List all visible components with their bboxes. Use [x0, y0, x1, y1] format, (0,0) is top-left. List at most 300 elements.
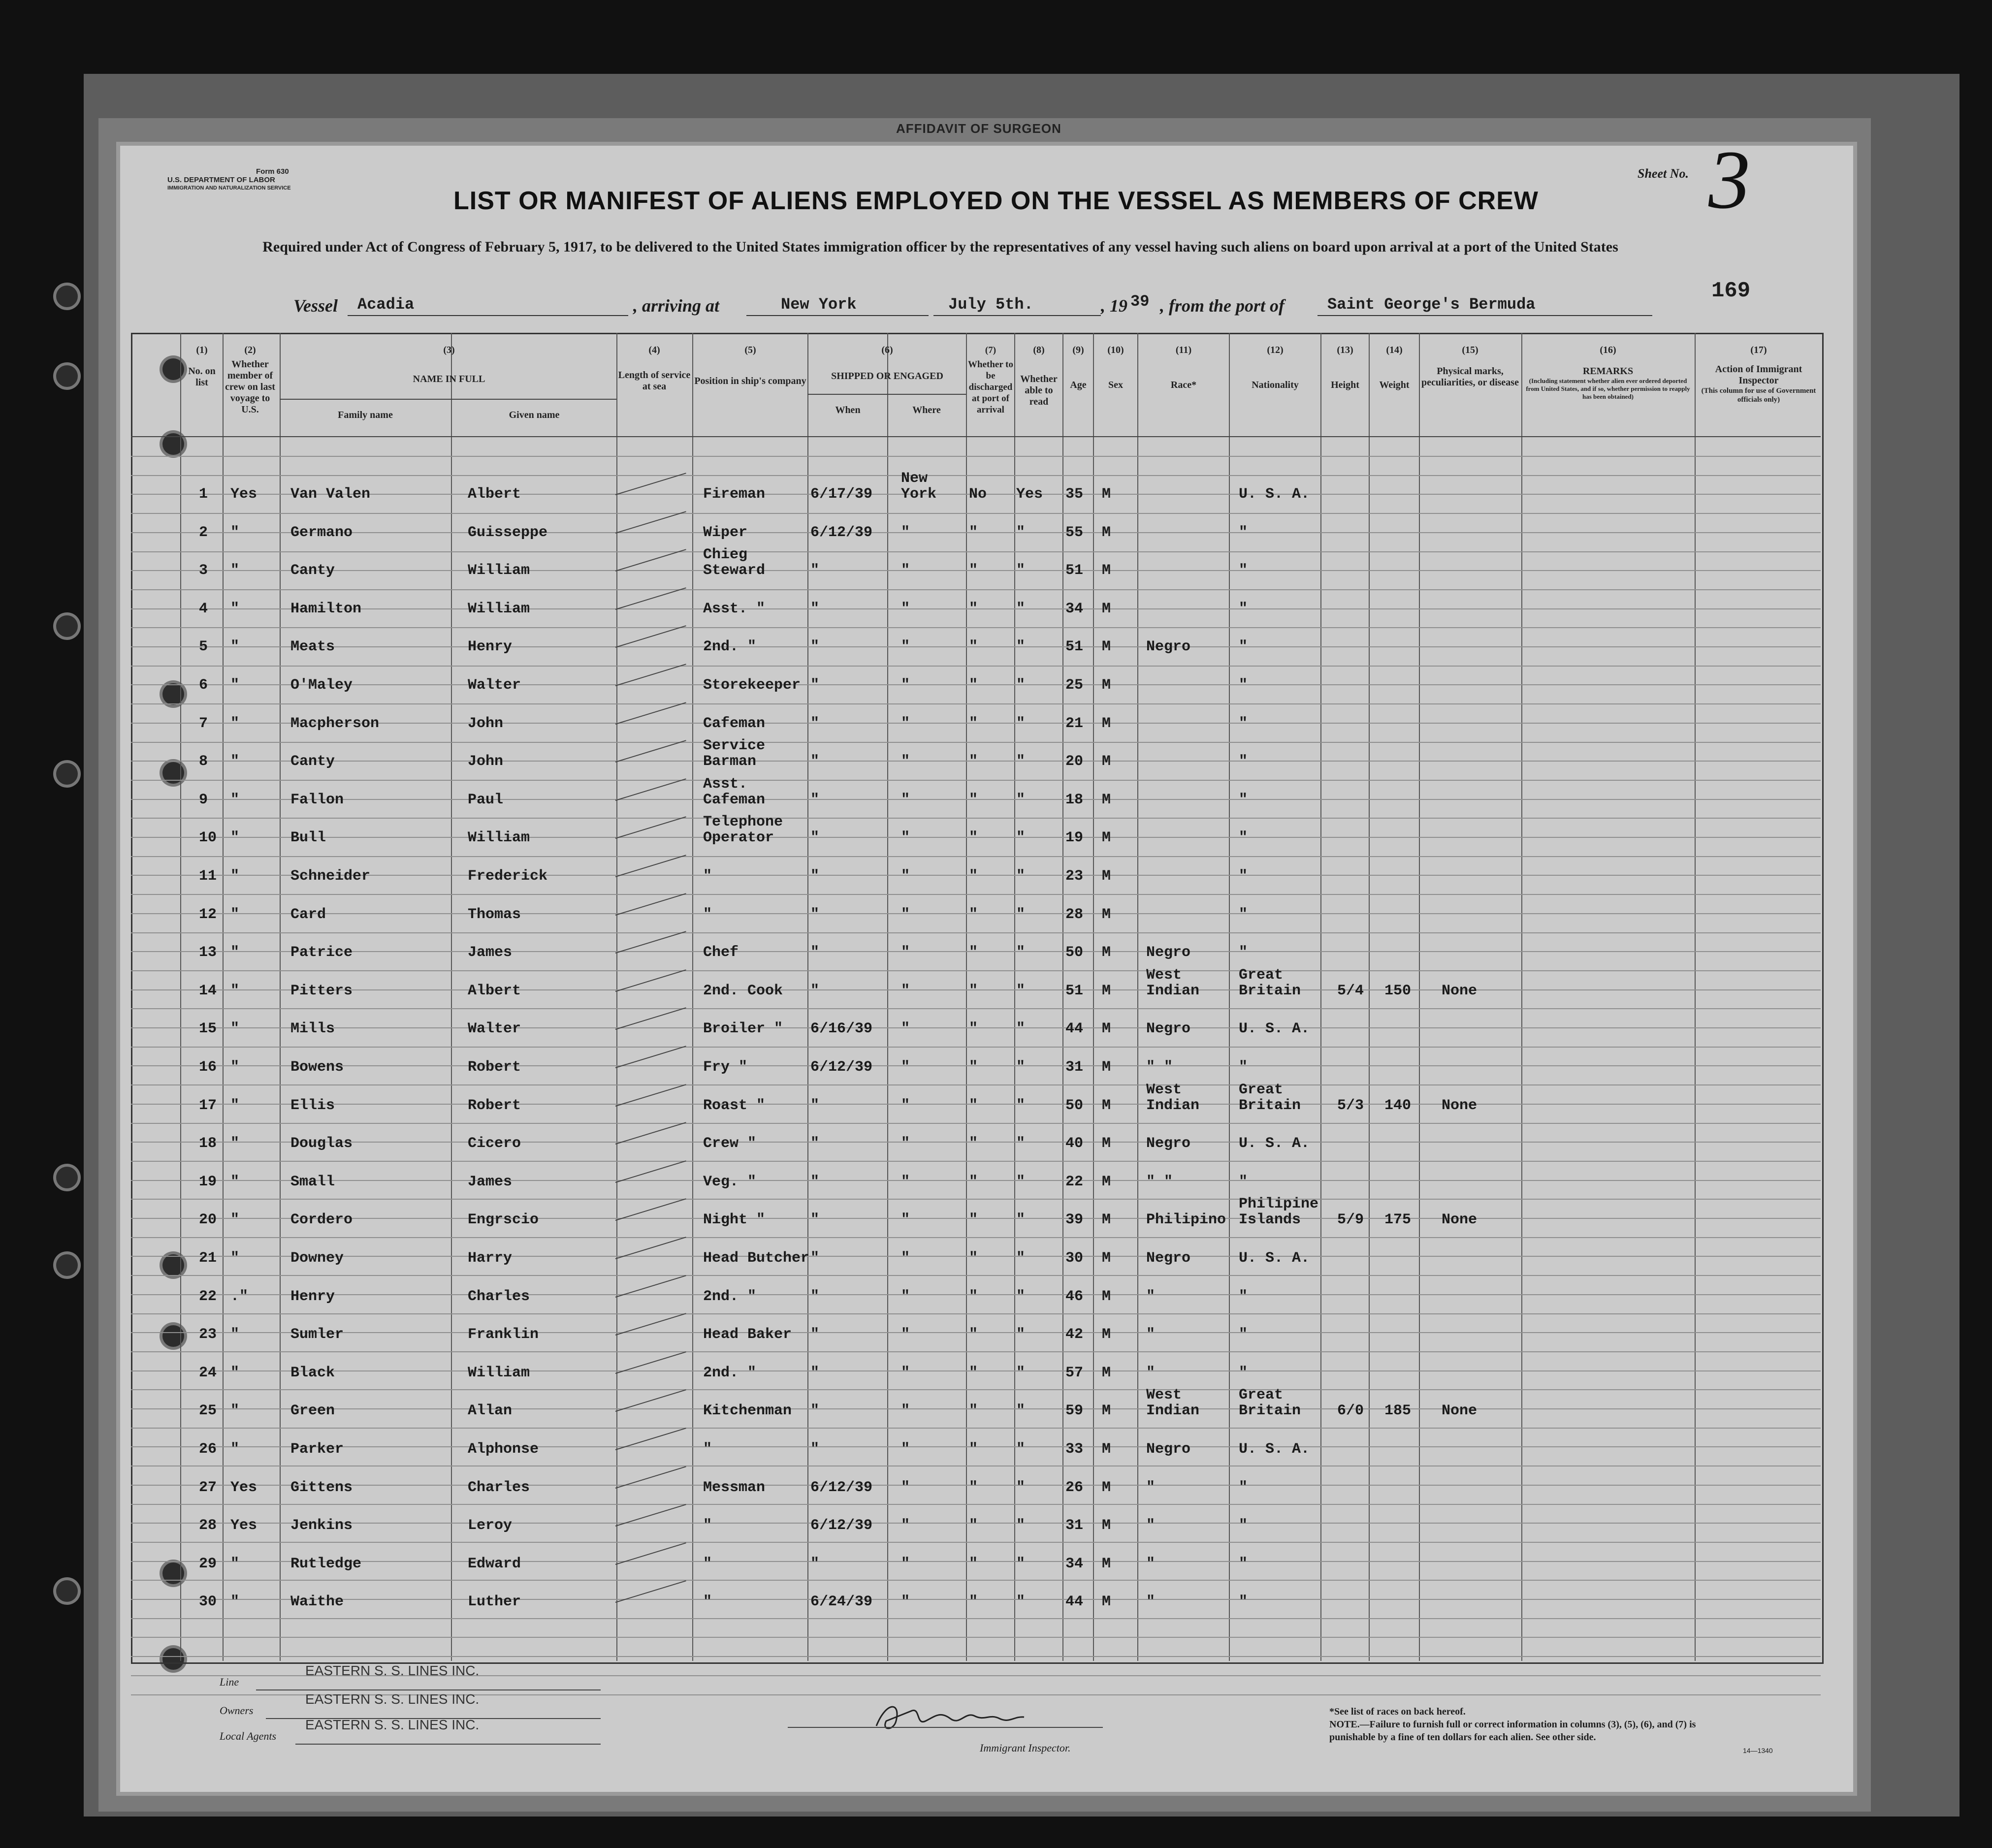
row-rule: [131, 1313, 1821, 1314]
cell-discharged: ": [969, 868, 978, 885]
cell-where: ": [901, 1441, 910, 1458]
cell-given: William: [468, 600, 530, 617]
row-rule: [131, 1199, 1821, 1200]
cell-family: Fallon: [290, 791, 344, 808]
cell-position: Broiler ": [703, 1020, 783, 1038]
cell-race: ": [1146, 1326, 1156, 1343]
cell-age: 22: [1065, 1173, 1084, 1190]
cell-discharged: ": [969, 1517, 978, 1534]
cell-read: ": [1016, 600, 1026, 617]
cell-position: Asst. ": [703, 600, 766, 617]
row-rule: [131, 970, 1821, 971]
cell-sex: M: [1102, 868, 1111, 885]
cell-where: ": [901, 638, 910, 656]
cell-no: 23: [199, 1326, 217, 1343]
cell-family: Bowens: [290, 1059, 344, 1076]
cell-age: 31: [1065, 1517, 1084, 1534]
cell-where: ": [901, 829, 910, 847]
cell-age: 34: [1065, 600, 1084, 617]
cell-nationality: ": [1239, 1479, 1248, 1496]
cell-given: Alphonse: [468, 1441, 539, 1458]
cell-sex: M: [1102, 1479, 1111, 1496]
cell-crew: ": [230, 715, 240, 732]
row-rule: [131, 780, 1821, 781]
cell-given: Engrscio: [468, 1211, 539, 1229]
header-rule: [131, 436, 1821, 437]
cell-sex: M: [1102, 982, 1111, 999]
cell-position: Roast ": [703, 1097, 766, 1114]
vessel-label: Vessel: [293, 296, 338, 316]
cell-position: Asst.: [703, 775, 748, 793]
cell-discharged: ": [969, 1135, 978, 1152]
cell-position: ": [703, 1441, 712, 1458]
cell-nationality: ": [1239, 1593, 1248, 1611]
row-rule: [131, 1637, 1821, 1638]
cell-sex: M: [1102, 753, 1111, 770]
cell-crew: ": [230, 1250, 240, 1267]
cell-age: 18: [1065, 791, 1084, 808]
cell-nationality: ": [1239, 562, 1248, 579]
row-rule: [131, 1351, 1821, 1352]
cell-family: Black: [290, 1364, 335, 1381]
cell-given: Franklin: [468, 1326, 539, 1343]
cell-nationality2: Islands: [1239, 1211, 1301, 1229]
cell-read: ": [1016, 868, 1026, 885]
cell-family: Hamilton: [290, 600, 362, 617]
cell-race: Negro: [1146, 944, 1191, 961]
cell-given: Henry: [468, 638, 513, 656]
cell-given: Thomas: [468, 906, 521, 923]
year-suffix: 39: [1130, 292, 1150, 311]
binder-hole: [56, 286, 78, 307]
cell-given: Luther: [468, 1593, 521, 1611]
cell-given: Charles: [468, 1479, 530, 1496]
cell-position: Chef: [703, 944, 739, 961]
cell-family: Mills: [290, 1020, 335, 1038]
cell-family: Van Valen: [290, 486, 371, 503]
row-rule: [131, 1237, 1821, 1238]
cell-race2: Indian: [1146, 1097, 1200, 1114]
cell-given: Edward: [468, 1555, 521, 1572]
cell-nationality2: Britain: [1239, 982, 1301, 999]
cell-sex: M: [1102, 1441, 1111, 1458]
cell-given: Albert: [468, 486, 521, 503]
cell-sex: M: [1102, 715, 1111, 732]
cell-sex: M: [1102, 1059, 1111, 1076]
cell-where: ": [901, 1517, 910, 1534]
cell-where: ": [901, 944, 910, 961]
col16-header: (16) REMARKS (Including statement whether alien ever ordered deported from United States, and if so, whether permission to reapply has been obtained): [1526, 345, 1690, 400]
cell-no: 22: [199, 1288, 217, 1305]
cell-nationality: ": [1239, 524, 1248, 541]
cell-no: 12: [199, 906, 217, 923]
cell-given: John: [468, 715, 504, 732]
cell-when: ": [810, 753, 820, 770]
cell-age: 28: [1065, 906, 1084, 923]
cell-sex: M: [1102, 906, 1111, 923]
cell-given: James: [468, 1173, 513, 1190]
binder-hole: [56, 615, 78, 637]
cell-nationality: ": [1239, 715, 1248, 732]
cell-position: 2nd. ": [703, 638, 757, 656]
cell-discharged: ": [969, 1250, 978, 1267]
cell-position: Fireman: [703, 486, 766, 503]
cell-height: 5/3: [1337, 1097, 1364, 1114]
cell-discharged: ": [969, 791, 978, 808]
cell-sex: M: [1102, 1555, 1111, 1572]
cell-crew: ": [230, 1555, 240, 1572]
cell-crew: ": [230, 1441, 240, 1458]
cell-no: 24: [199, 1364, 217, 1381]
page-title: LIST OR MANIFEST OF ALIENS EMPLOYED ON THE VESSEL AS MEMBERS OF CREW: [453, 187, 1539, 215]
cell-where: ": [901, 600, 910, 617]
cell-height: 5/9: [1337, 1211, 1364, 1229]
cell-crew: ": [230, 677, 240, 694]
cell-family: Cordero: [290, 1211, 353, 1229]
cell-weight: 150: [1384, 982, 1412, 999]
cell-nationality: U. S. A.: [1239, 1020, 1310, 1038]
cell-race: Negro: [1146, 1250, 1191, 1267]
cell-nationality: Great: [1239, 1081, 1284, 1098]
cell-when: ": [810, 1211, 820, 1229]
cell-position2: Cafeman: [703, 791, 766, 808]
from-label: , from the port of: [1160, 296, 1285, 316]
cell-discharged: ": [969, 1555, 978, 1572]
cell-crew: ": [230, 1059, 240, 1076]
cell-when: ": [810, 715, 820, 732]
row-rule: [131, 1580, 1821, 1581]
cell-given: Charles: [468, 1288, 530, 1305]
binder-hole: [56, 1167, 78, 1188]
cell-age: 44: [1065, 1593, 1084, 1611]
cell-read: ": [1016, 1059, 1026, 1076]
department-name: U.S. DEPARTMENT OF LABOR: [167, 176, 275, 184]
cell-read: ": [1016, 1326, 1026, 1343]
cell-given: Leroy: [468, 1517, 513, 1534]
cell-discharged: ": [969, 1020, 978, 1038]
row-rule: [131, 627, 1821, 628]
cell-age: 20: [1065, 753, 1084, 770]
cell-when: ": [810, 1364, 820, 1381]
row-rule: [131, 932, 1821, 933]
cell-discharged: ": [969, 677, 978, 694]
cell-age: 23: [1065, 868, 1084, 885]
vessel-name: Acadia: [357, 295, 415, 314]
col15-header: (15) Physical marks, peculiarities, or disease: [1421, 345, 1519, 388]
cell-read: ": [1016, 562, 1026, 579]
cell-age: 51: [1065, 982, 1084, 999]
cell-discharged: ": [969, 600, 978, 617]
col10-header: (10) Sex: [1107, 345, 1124, 390]
cell-position: ": [703, 868, 712, 885]
cell-race: ": [1146, 1479, 1156, 1496]
cell-age: 46: [1065, 1288, 1084, 1305]
cell-position: Messman: [703, 1479, 766, 1496]
cell-crew: ": [230, 1097, 240, 1114]
line-label: Line: [220, 1676, 239, 1688]
cell-nationality: ": [1239, 1059, 1248, 1076]
cell-discharged: ": [969, 1364, 978, 1381]
row-rule: [131, 456, 1821, 457]
row-rule: [131, 589, 1821, 590]
cell-discharged: ": [969, 1441, 978, 1458]
cell-age: 35: [1065, 486, 1084, 503]
binder-hole: [56, 365, 78, 387]
cell-discharged: ": [969, 1288, 978, 1305]
form-code: 14—1340: [1743, 1747, 1773, 1754]
cell-sex: M: [1102, 791, 1111, 808]
cell-nationality: ": [1239, 829, 1248, 847]
cell-race2: Indian: [1146, 1402, 1200, 1420]
cell-when: ": [810, 600, 820, 617]
cell-when: ": [810, 1326, 820, 1343]
cell-where: ": [901, 1364, 910, 1381]
cell-race: ": [1146, 1364, 1156, 1381]
cell-read: ": [1016, 1593, 1026, 1611]
cell-family: Sumler: [290, 1326, 344, 1343]
cell-when: ": [810, 906, 820, 923]
cell-nationality: ": [1239, 906, 1248, 923]
cell-where: ": [901, 1479, 910, 1496]
row-rule: [131, 475, 1821, 476]
cell-when: ": [810, 1555, 820, 1572]
cell-nationality: Great: [1239, 966, 1284, 984]
col2-header: (2) Whether member of crew on last voyage to U.S.: [225, 345, 275, 415]
cell-discharged: ": [969, 1479, 978, 1496]
cell-no: 2: [199, 524, 208, 541]
cell-crew: ": [230, 524, 240, 541]
cell-age: 25: [1065, 677, 1084, 694]
cell-height: 5/4: [1337, 982, 1364, 999]
col4-header: (4) Length of service at sea: [618, 345, 691, 392]
cell-race: West: [1146, 1387, 1182, 1404]
cell-no: 9: [199, 791, 208, 808]
cell-sex: M: [1102, 1402, 1111, 1420]
cell-marks: None: [1442, 982, 1478, 999]
sheet-number: 3: [1708, 133, 1750, 226]
cell-sex: M: [1102, 1211, 1111, 1229]
cell-position2: Operator: [703, 829, 774, 847]
cell-read: ": [1016, 1020, 1026, 1038]
cell-read: ": [1016, 677, 1026, 694]
cell-read: ": [1016, 524, 1026, 541]
row-rule: [131, 1618, 1821, 1619]
cell-no: 30: [199, 1593, 217, 1611]
cell-family: Bull: [290, 829, 326, 847]
cell-when: ": [810, 562, 820, 579]
cell-family: Pitters: [290, 982, 353, 999]
cell-where: ": [901, 791, 910, 808]
cell-crew: ": [230, 1364, 240, 1381]
cell-family: Canty: [290, 562, 335, 579]
arriving-port: New York: [781, 295, 857, 314]
owners-value: EASTERN S. S. LINES INC.: [305, 1691, 480, 1707]
owners-label: Owners: [220, 1704, 254, 1717]
cell-no: 29: [199, 1555, 217, 1572]
cell-age: 34: [1065, 1555, 1084, 1572]
cell-when: ": [810, 638, 820, 656]
cell-crew: ": [230, 906, 240, 923]
cell-family: Small: [290, 1173, 335, 1190]
cell-where: ": [901, 1593, 910, 1611]
cell-nationality: U. S. A.: [1239, 1441, 1310, 1458]
cell-age: 57: [1065, 1364, 1084, 1381]
cell-crew: .": [230, 1288, 249, 1305]
row-rule: [131, 894, 1821, 895]
binder-hole: [56, 1580, 78, 1602]
cell-sex: M: [1102, 1097, 1111, 1114]
cell-crew: ": [230, 829, 240, 847]
cell-race: Negro: [1146, 1441, 1191, 1458]
header-rule: [807, 394, 966, 395]
cell-no: 27: [199, 1479, 217, 1496]
cell-sex: M: [1102, 600, 1111, 617]
cell-position: Veg. ": [703, 1173, 757, 1190]
cell-sex: M: [1102, 1173, 1111, 1190]
cell-age: 33: [1065, 1441, 1084, 1458]
cell-no: 15: [199, 1020, 217, 1038]
cell-crew: ": [230, 868, 240, 885]
cell-family: Patrice: [290, 944, 353, 961]
cell-race: " ": [1146, 1059, 1173, 1076]
cell-family: Card: [290, 906, 326, 923]
cell-given: Guisseppe: [468, 524, 548, 541]
cell-position: ": [703, 1593, 712, 1611]
cell-read: ": [1016, 1364, 1026, 1381]
cell-where: ": [901, 1250, 910, 1267]
row-rule: [131, 856, 1821, 857]
cell-crew: ": [230, 600, 240, 617]
row-rule: [131, 1161, 1821, 1162]
cell-discharged: ": [969, 1059, 978, 1076]
cell-age: 42: [1065, 1326, 1084, 1343]
col3a-header: Family name: [338, 410, 393, 420]
cell-discharged: ": [969, 524, 978, 541]
col6a-header: When: [835, 405, 861, 415]
cell-read: ": [1016, 1555, 1026, 1572]
cell-family: O'Maley: [290, 677, 353, 694]
cell-nationality: ": [1239, 944, 1248, 961]
cell-where: ": [901, 1402, 910, 1420]
cell-sex: M: [1102, 562, 1111, 579]
col6-header: (6) SHIPPED OR ENGAGED: [831, 345, 943, 382]
cell-no: 8: [199, 753, 208, 770]
cell-where: ": [901, 1135, 910, 1152]
cell-discharged: ": [969, 906, 978, 923]
cell-nationality: ": [1239, 638, 1248, 656]
cell-no: 25: [199, 1402, 217, 1420]
col11-header: (11) Race*: [1170, 345, 1197, 390]
cell-nationality2: Britain: [1239, 1097, 1301, 1114]
cell-where: ": [901, 524, 910, 541]
cell-family: Schneider: [290, 868, 371, 885]
cell-read: ": [1016, 753, 1026, 770]
cell-crew: ": [230, 1173, 240, 1190]
cell-no: 14: [199, 982, 217, 999]
cell-nationality: ": [1239, 600, 1248, 617]
cell-when: ": [810, 1250, 820, 1267]
col3-header: (3) NAME IN FULL: [413, 345, 485, 384]
cell-when: ": [810, 944, 820, 961]
cell-no: 11: [199, 868, 217, 885]
inspector-label: Immigrant Inspector.: [980, 1742, 1071, 1754]
cell-position: Service: [703, 737, 766, 755]
cell-when: ": [810, 1441, 820, 1458]
cell-read: ": [1016, 1479, 1026, 1496]
sheet-label: Sheet No.: [1638, 166, 1689, 181]
cell-given: John: [468, 753, 504, 770]
cell-family: Germano: [290, 524, 353, 541]
col13-header: (13) Height: [1331, 345, 1359, 390]
cell-read: ": [1016, 1517, 1026, 1534]
cell-position: 2nd. ": [703, 1288, 757, 1305]
cell-race: ": [1146, 1555, 1156, 1572]
cell-read: ": [1016, 791, 1026, 808]
cell-weight: 140: [1384, 1097, 1412, 1114]
cell-given: Robert: [468, 1059, 521, 1076]
cell-nationality: ": [1239, 1555, 1248, 1572]
cell-when: 6/12/39: [810, 1517, 873, 1534]
cell-no: 6: [199, 677, 208, 694]
cell-position: Wiper: [703, 524, 748, 541]
cell-given: William: [468, 1364, 530, 1381]
cell-race: Negro: [1146, 1135, 1191, 1152]
cell-where: ": [901, 562, 910, 579]
cell-sex: M: [1102, 638, 1111, 656]
cell-weight: 185: [1384, 1402, 1412, 1420]
binder-hole: [56, 763, 78, 785]
cell-age: 40: [1065, 1135, 1084, 1152]
cell-sex: M: [1102, 1364, 1111, 1381]
cell-discharged: ": [969, 1173, 978, 1190]
cell-when: ": [810, 829, 820, 847]
footnote: [1329, 1705, 1733, 1744]
cell-sex: M: [1102, 524, 1111, 541]
cell-where: ": [901, 1059, 910, 1076]
cell-discharged: ": [969, 1593, 978, 1611]
page-subtitle: Required under Act of Congress of February 5, 1917, to be delivered to the United States immigration officer by the representatives of any vessel having such aliens on board upon arrival at a port of the United States: [262, 239, 1618, 255]
row-rule: [131, 1047, 1821, 1048]
cell-crew: ": [230, 791, 240, 808]
cell-when: 6/16/39: [810, 1020, 873, 1038]
row-rule: [131, 742, 1821, 743]
row-rule: [131, 1008, 1821, 1009]
cell-crew: ": [230, 562, 240, 579]
cell-family: Waithe: [290, 1593, 344, 1611]
cell-given: Albert: [468, 982, 521, 999]
cell-read: ": [1016, 944, 1026, 961]
cell-nationality: ": [1239, 868, 1248, 885]
cell-position: Telephone: [703, 814, 783, 831]
col3b-header: Given name: [509, 410, 560, 420]
cell-age: 39: [1065, 1211, 1084, 1229]
cell-nationality: U. S. A.: [1239, 1135, 1310, 1152]
col1-header: (1) No. on list: [188, 345, 216, 388]
row-rule: [131, 1504, 1821, 1505]
cell-position2: Barman: [703, 753, 757, 770]
cell-age: 31: [1065, 1059, 1084, 1076]
cell-age: 51: [1065, 638, 1084, 656]
cell-read: ": [1016, 1250, 1026, 1267]
row-rule: [131, 1084, 1821, 1085]
cell-no: 17: [199, 1097, 217, 1114]
cell-position: Storekeeper: [703, 677, 801, 694]
cell-position: ": [703, 1555, 712, 1572]
cell-when: ": [810, 1402, 820, 1420]
cell-family: Jenkins: [290, 1517, 353, 1534]
cell-discharged: ": [969, 1097, 978, 1114]
cell-when: 6/24/39: [810, 1593, 873, 1611]
